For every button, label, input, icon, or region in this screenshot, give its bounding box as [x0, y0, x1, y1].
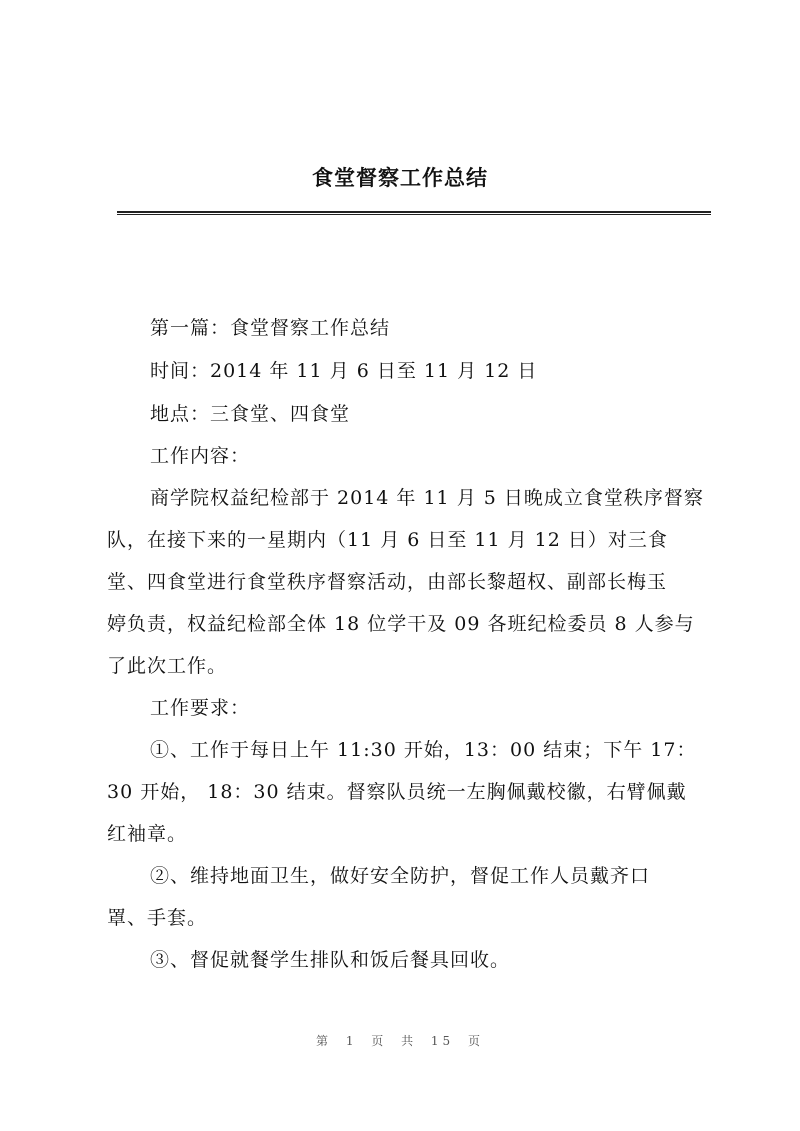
- section-heading: 第一篇：食堂督察工作总结: [150, 317, 391, 339]
- work-requirements-label: 工作要求：: [150, 697, 251, 719]
- work-content-label: 工作内容：: [150, 445, 251, 467]
- time-line: 时间：2014 年 11 月 6 日至 11 月 12 日: [150, 360, 538, 382]
- document-title: 食堂督察工作总结: [312, 166, 488, 190]
- page-number-footer: 第 1 页 共 15 页: [316, 1034, 484, 1048]
- requirement-line: ①、工作于每日上午 11:30 开始，13：00 结束；下午 17：: [150, 739, 697, 761]
- requirement-line: 30 开始， 18：30 结束。督察队员统一左胸佩戴校徽，右臂佩戴: [107, 781, 687, 803]
- paragraph-line: 商学院权益纪检部于 2014 年 11 月 5 日晚成立食堂秩序督察: [150, 487, 704, 509]
- requirement-line: 红袖章。: [107, 823, 188, 845]
- title-divider: [117, 211, 711, 215]
- paragraph-line: 婷负责，权益纪检部全体 18 位学干及 09 各班纪检委员 8 人参与: [107, 613, 695, 635]
- requirement-line: ③、督促就餐学生排队和饭后餐具回收。: [150, 949, 511, 971]
- requirement-line: ②、维持地面卫生，做好安全防护，督促工作人员戴齐口: [150, 865, 651, 887]
- paragraph-line: 队，在接下来的一星期内（11 月 6 日至 11 月 12 日）对三食: [107, 529, 668, 551]
- requirement-line: 罩、手套。: [107, 907, 208, 929]
- paragraph-line: 了此次工作。: [107, 655, 228, 677]
- paragraph-line: 堂、四食堂进行食堂秩序督察活动，由部长黎超权、副部长梅玉: [107, 571, 668, 593]
- location-line: 地点：三食堂、四食堂: [150, 403, 351, 425]
